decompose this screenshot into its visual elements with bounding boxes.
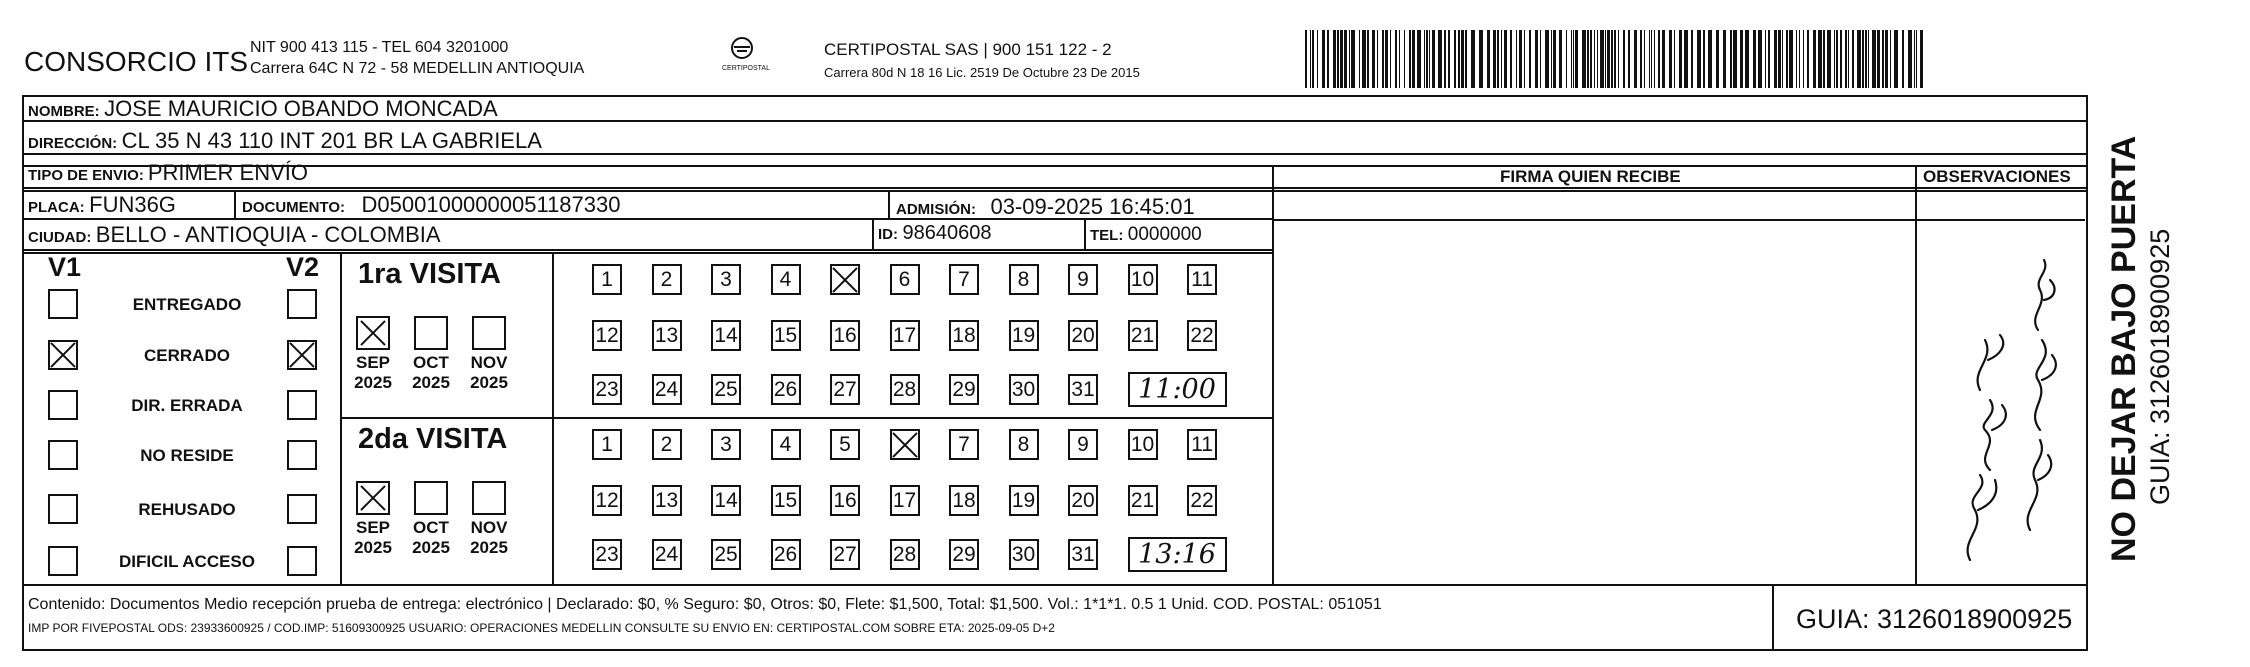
barcode-bar: [1497, 30, 1499, 88]
day-box[interactable]: 13: [652, 320, 682, 351]
barcode-bar: [1559, 30, 1562, 88]
barcode-bar: [1566, 30, 1567, 88]
barcode-bar: [1872, 30, 1876, 88]
v2-checkbox[interactable]: [287, 340, 317, 370]
barcode-bar: [1803, 30, 1804, 88]
v1-checkbox[interactable]: [48, 340, 78, 370]
barcode-bar: [1857, 30, 1861, 88]
status-label: REHUSADO: [138, 500, 236, 519]
day-box[interactable]: 2: [652, 264, 682, 295]
day-box[interactable]: 24: [652, 374, 682, 405]
day-box[interactable]: 15: [771, 485, 801, 516]
barcode-bar: [1479, 30, 1483, 88]
barcode-bar: [1305, 30, 1307, 88]
barcode-bar: [1902, 30, 1904, 88]
side-guia: GUIA: 3126018900925: [2145, 228, 2175, 505]
day-box[interactable]: 12: [592, 320, 622, 351]
footer-guia: GUIA: 3126018900925: [1796, 604, 2073, 634]
v1-checkbox[interactable]: [48, 494, 78, 524]
day-box[interactable]: 22: [1187, 485, 1217, 516]
barcode-bar: [1448, 30, 1450, 88]
barcode-bar: [1573, 30, 1574, 88]
barcode-bar: [1848, 30, 1849, 88]
barcode-bar: [1571, 30, 1572, 88]
barcode-bar: [1834, 30, 1835, 88]
logo-icon: [728, 36, 756, 60]
day-box[interactable]: 18: [949, 320, 979, 351]
day-box[interactable]: 16: [830, 485, 860, 516]
barcode-bar: [1409, 30, 1411, 88]
tipo-row: [28, 160, 308, 186]
day-box[interactable]: 6: [890, 264, 920, 295]
day-box[interactable]: 19: [1009, 485, 1039, 516]
status-label: DIR. ERRADA: [131, 396, 243, 415]
barcode-bar: [1618, 30, 1619, 88]
barcode-bar: [1723, 30, 1726, 88]
barcode-bar: [1367, 30, 1369, 88]
barcode-bar: [1649, 30, 1650, 88]
barcode-bar: [1344, 30, 1347, 88]
day-box[interactable]: 3: [711, 429, 741, 460]
id-value: 98640608: [902, 222, 992, 244]
barcode-bar: [1438, 30, 1442, 88]
barcode-bar: [1493, 30, 1496, 88]
company-nit: NIT 900 413 115 - TEL 604 3201000: [250, 39, 509, 56]
day-box[interactable]: [830, 264, 860, 295]
v1-checkbox[interactable]: [48, 440, 78, 470]
barcode-bar: [1395, 30, 1397, 88]
barcode-bar: [1914, 30, 1915, 88]
company-address: Carrera 64C N 72 - 58 MEDELLIN ANTIOQUIA: [250, 60, 585, 77]
day-box[interactable]: 24: [652, 539, 682, 570]
visit-title: 1ra VISITA: [358, 258, 501, 290]
month-checkbox[interactable]: [414, 316, 448, 350]
barcode-bar: [1372, 30, 1375, 88]
nombre-value: JOSE MAURICIO OBANDO MONCADA: [104, 96, 498, 121]
v2-header: V2: [286, 252, 320, 282]
barcode-bar: [1461, 30, 1464, 88]
barcode-bar: [1359, 30, 1360, 88]
v1-checkbox[interactable]: [48, 546, 78, 576]
barcode-bar: [1312, 30, 1314, 88]
barcode-bar: [1920, 30, 1923, 88]
barcode-bar: [1662, 30, 1665, 88]
day-box[interactable]: 26: [771, 539, 801, 570]
barcode-bar: [1740, 30, 1743, 88]
day-box[interactable]: 13: [652, 485, 682, 516]
day-box[interactable]: 1: [592, 429, 622, 460]
admision-row: [896, 194, 1195, 220]
day-box[interactable]: 3: [711, 264, 741, 295]
barcode-bar: [1840, 30, 1842, 88]
barcode-bar: [1545, 30, 1549, 88]
v1-checkbox[interactable]: [48, 289, 78, 319]
barcode-bar: [1607, 30, 1610, 88]
visit-title: 2da VISITA: [358, 423, 508, 455]
barcode-bar: [1333, 30, 1336, 88]
v2-checkbox[interactable]: [287, 494, 317, 524]
barcode-bar: [1524, 30, 1525, 88]
barcode: [1305, 30, 1940, 88]
direccion-label: DIRECCIÓN:: [28, 135, 118, 152]
barcode-bar: [1628, 30, 1630, 88]
day-box[interactable]: 22: [1187, 320, 1217, 351]
day-box[interactable]: 1: [592, 264, 622, 295]
barcode-bar: [1322, 30, 1325, 88]
certipostal-license: Carrera 80d N 18 16 Lic. 2519 De Octubre 23 De 2015: [824, 65, 1140, 80]
barcode-bar: [1697, 30, 1701, 88]
barcode-bar: [1611, 30, 1613, 88]
documento-label: DOCUMENTO:: [242, 199, 346, 216]
month-label: NOV 2025: [470, 353, 508, 392]
barcode-bar: [1417, 30, 1421, 88]
barcode-bar: [1691, 30, 1693, 88]
barcode-bar: [1916, 30, 1917, 88]
day-box[interactable]: 17: [890, 320, 920, 351]
status-label: ENTREGADO: [132, 295, 242, 314]
barcode-bar: [1679, 30, 1682, 88]
barcode-bar: [1852, 30, 1854, 88]
barcode-bar: [1644, 30, 1645, 88]
barcode-bar: [1529, 30, 1531, 88]
barcode-bar: [1340, 30, 1343, 88]
barcode-bar: [1882, 30, 1884, 88]
tel-label: TEL:: [1090, 227, 1124, 244]
barcode-bar: [1553, 30, 1556, 88]
footer-content: Contenido: Documentos Medio recepción prueba de entrega: electrónico | Declarado: $0, % Seguro: $0, Otros: $0, Flete: $1,500, Total: $1,500. Vol.: 1*1*1. 0.5 1 Unid. COD. POSTAL: 051051: [28, 596, 1382, 613]
day-box[interactable]: 14: [711, 485, 741, 516]
barcode-bar: [1730, 30, 1732, 88]
barcode-bar: [1765, 30, 1766, 88]
barcode-bar: [1796, 30, 1797, 88]
tipo-label: TIPO DE ENVIO:: [28, 167, 144, 184]
id-row: [878, 222, 991, 245]
day-box[interactable]: 29: [949, 539, 979, 570]
placa-value: FUN36G: [89, 192, 176, 217]
day-box[interactable]: 9: [1068, 429, 1098, 460]
barcode-bar: [1634, 30, 1637, 88]
nombre-row: [28, 96, 498, 122]
status-label: DIFICIL ACCESO: [118, 552, 255, 571]
barcode-bar: [1623, 30, 1625, 88]
barcode-bar: [1651, 30, 1652, 88]
month-label: SEP 2025: [354, 518, 392, 557]
barcode-bar: [1716, 30, 1719, 88]
day-box[interactable]: 31: [1068, 374, 1098, 405]
month-checkbox[interactable]: [356, 481, 390, 515]
barcode-bar: [1782, 30, 1783, 88]
certipostal-logo: [722, 36, 770, 73]
v2-checkbox[interactable]: [287, 390, 317, 420]
documento-value: D05001000000051187330: [361, 192, 621, 217]
barcode-bar: [1458, 30, 1460, 88]
id-label: ID:: [878, 226, 898, 243]
day-box[interactable]: 30: [1009, 374, 1039, 405]
barcode-bar: [1424, 30, 1425, 88]
status-label: CERRADO: [144, 346, 230, 365]
month-checkbox[interactable]: [472, 481, 506, 515]
barcode-bar: [1658, 30, 1660, 88]
guide-frame: [22, 95, 2088, 651]
day-box[interactable]: 5: [830, 429, 860, 460]
barcode-bar: [1786, 30, 1788, 88]
barcode-bar: [1600, 30, 1604, 88]
day-box[interactable]: 23: [592, 374, 622, 405]
v1-checkbox[interactable]: [48, 390, 78, 420]
barcode-bar: [1385, 30, 1388, 88]
day-box[interactable]: 21: [1128, 485, 1158, 516]
day-box[interactable]: 11: [1187, 429, 1217, 460]
v2-checkbox[interactable]: [287, 440, 317, 470]
barcode-bar: [1818, 30, 1822, 88]
day-box[interactable]: 21: [1128, 320, 1158, 351]
v2-checkbox[interactable]: [287, 289, 317, 319]
barcode-bar: [1535, 30, 1538, 88]
barcode-bar: [1351, 30, 1355, 88]
barcode-bar: [1778, 30, 1781, 88]
v1-header: V1: [48, 252, 82, 282]
day-box[interactable]: 31: [1068, 539, 1098, 570]
day-box[interactable]: 8: [1009, 429, 1039, 460]
day-box[interactable]: 11: [1187, 264, 1217, 295]
month-checkbox[interactable]: [414, 481, 448, 515]
barcode-bar: [1337, 30, 1339, 88]
barcode-bar: [1487, 30, 1490, 88]
barcode-bar: [1382, 30, 1384, 88]
barcode-bar: [1327, 30, 1329, 88]
tel-value: 0000000: [1127, 224, 1202, 245]
barcode-bar: [1768, 30, 1770, 88]
day-box[interactable]: 27: [830, 539, 860, 570]
day-box[interactable]: 7: [949, 429, 979, 460]
barcode-bar: [1432, 30, 1435, 88]
barcode-bar: [1753, 30, 1756, 88]
barcode-bar: [1429, 30, 1430, 88]
barcode-bar: [1390, 30, 1391, 88]
barcode-bar: [1865, 30, 1867, 88]
day-box[interactable]: 4: [771, 429, 801, 460]
barcode-bar: [1774, 30, 1777, 88]
barcode-bar: [1823, 30, 1825, 88]
barcode-bar: [1551, 30, 1552, 88]
company-name: CONSORCIO ITS: [24, 46, 249, 77]
barcode-bar: [1404, 30, 1405, 88]
barcode-bar: [1317, 30, 1318, 88]
barcode-bar: [1789, 30, 1793, 88]
day-box[interactable]: 25: [711, 539, 741, 570]
barcode-bar: [1758, 30, 1762, 88]
barcode-bar: [1594, 30, 1595, 88]
day-box[interactable]: 10: [1128, 429, 1158, 460]
barcode-bar: [1669, 30, 1672, 88]
day-box[interactable]: 7: [949, 264, 979, 295]
day-box[interactable]: 18: [949, 485, 979, 516]
month-label: OCT 2025: [412, 518, 450, 557]
barcode-bar: [1654, 30, 1655, 88]
day-box[interactable]: 9: [1068, 264, 1098, 295]
barcode-bar: [1708, 30, 1712, 88]
documento-row: [242, 192, 620, 218]
barcode-bar: [1908, 30, 1912, 88]
barcode-bar: [1807, 30, 1809, 88]
day-box[interactable]: 23: [592, 539, 622, 570]
barcode-bar: [1444, 30, 1446, 88]
barcode-bar: [1412, 30, 1415, 88]
day-box[interactable]: 10: [1128, 264, 1158, 295]
side-no-dejar: NO DEJAR BAJO PUERTA: [2105, 135, 2143, 562]
barcode-bar: [1605, 30, 1606, 88]
barcode-bar: [1349, 30, 1350, 88]
day-box[interactable]: 29: [949, 374, 979, 405]
v2-checkbox[interactable]: [287, 546, 317, 576]
day-box[interactable]: 28: [890, 374, 920, 405]
day-box[interactable]: 16: [830, 320, 860, 351]
day-box[interactable]: 20: [1068, 485, 1098, 516]
month-label: OCT 2025: [412, 353, 450, 392]
day-box[interactable]: 14: [711, 320, 741, 351]
placa-row: [28, 192, 176, 218]
barcode-bar: [1877, 30, 1880, 88]
tipo-value: PRIMER ENVÍO: [147, 160, 308, 185]
direccion-value: CL 35 N 43 110 INT 201 BR LA GABRIELA: [121, 128, 542, 153]
barcode-bar: [1582, 30, 1586, 88]
barcode-bar: [1868, 30, 1869, 88]
day-box[interactable]: 20: [1068, 320, 1098, 351]
tel-row: [1090, 224, 1202, 246]
barcode-bar: [1590, 30, 1592, 88]
day-box[interactable]: 8: [1009, 264, 1039, 295]
barcode-bar: [1399, 30, 1400, 88]
barcode-bar: [1465, 30, 1467, 88]
barcode-bar: [1310, 30, 1311, 88]
barcode-bar: [1836, 30, 1838, 88]
barcode-bar: [1799, 30, 1800, 88]
barcode-bar: [1827, 30, 1831, 88]
barcode-bar: [1597, 30, 1598, 88]
barcode-bar: [1703, 30, 1705, 88]
ciudad-label: CIUDAD:: [28, 229, 92, 246]
barcode-bar: [1510, 30, 1512, 88]
barcode-bar: [1362, 30, 1366, 88]
barcode-bar: [1614, 30, 1616, 88]
barcode-bar: [1587, 30, 1589, 88]
footer-imp: IMP POR FIVEPOSTAL ODS: 23933600925 / COD.IMP: 51609300925 USUARIO: OPERACIONES MEDELLIN CONSULTE SU ENVIO EN: CERTIPOSTAL.COM SOBRE ETA: 2025-09-05 D+2: [28, 621, 1055, 635]
month-checkbox[interactable]: [356, 316, 390, 350]
day-box[interactable]: 4: [771, 264, 801, 295]
barcode-bar: [1575, 30, 1578, 88]
certipostal-info: CERTIPOSTAL SAS | 900 151 122 - 2: [824, 40, 1112, 59]
barcode-bar: [1426, 30, 1428, 88]
day-box[interactable]: 30: [1009, 539, 1039, 570]
day-box[interactable]: 17: [890, 485, 920, 516]
barcode-bar: [1885, 30, 1888, 88]
barcode-bar: [1890, 30, 1891, 88]
ciudad-value: BELLO - ANTIOQUIA - COLOMBIA: [95, 222, 441, 247]
barcode-bar: [1862, 30, 1864, 88]
observaciones-header: OBSERVACIONES: [1923, 167, 2071, 186]
barcode-bar: [1504, 30, 1507, 88]
day-box[interactable]: 19: [1009, 320, 1039, 351]
barcode-bar: [1733, 30, 1737, 88]
barcode-bar: [1377, 30, 1378, 88]
month-label: NOV 2025: [470, 518, 508, 557]
day-box[interactable]: 26: [771, 374, 801, 405]
admision-value: 03-09-2025 16:45:01: [990, 194, 1195, 219]
day-box[interactable]: 12: [592, 485, 622, 516]
direccion-row: [28, 128, 542, 154]
month-checkbox[interactable]: [472, 316, 506, 350]
nombre-label: NOMBRE:: [28, 103, 100, 120]
observaciones-signature-icon: [1930, 240, 2080, 570]
barcode-bar: [1454, 30, 1456, 88]
barcode-bar: [1745, 30, 1749, 88]
barcode-bar: [1845, 30, 1847, 88]
month-label: SEP 2025: [354, 353, 392, 392]
logo-text: CERTIPOSTAL: [722, 65, 770, 72]
visit-time: 11:00: [1128, 372, 1227, 407]
day-box[interactable]: 15: [771, 320, 801, 351]
day-box[interactable]: [890, 429, 920, 460]
barcode-bar: [1519, 30, 1522, 88]
barcode-bar: [1894, 30, 1898, 88]
ciudad-row: [28, 222, 441, 248]
barcode-bar: [1813, 30, 1816, 88]
admision-label: ADMISIÓN:: [896, 201, 976, 218]
barcode-bar: [1471, 30, 1475, 88]
barcode-bar: [1540, 30, 1541, 88]
barcode-bar: [1684, 30, 1688, 88]
day-box[interactable]: 28: [890, 539, 920, 570]
firma-header: FIRMA QUIEN RECIBE: [1500, 167, 1681, 186]
day-box[interactable]: 2: [652, 429, 682, 460]
barcode-bar: [1674, 30, 1675, 88]
placa-label: PLACA:: [28, 199, 85, 216]
day-box[interactable]: 25: [711, 374, 741, 405]
day-box[interactable]: 27: [830, 374, 860, 405]
barcode-bar: [1516, 30, 1517, 88]
barcode-bar: [1501, 30, 1502, 88]
visit-time: 13:16: [1128, 537, 1227, 572]
barcode-bar: [1640, 30, 1642, 88]
status-label: NO RESIDE: [140, 446, 234, 465]
